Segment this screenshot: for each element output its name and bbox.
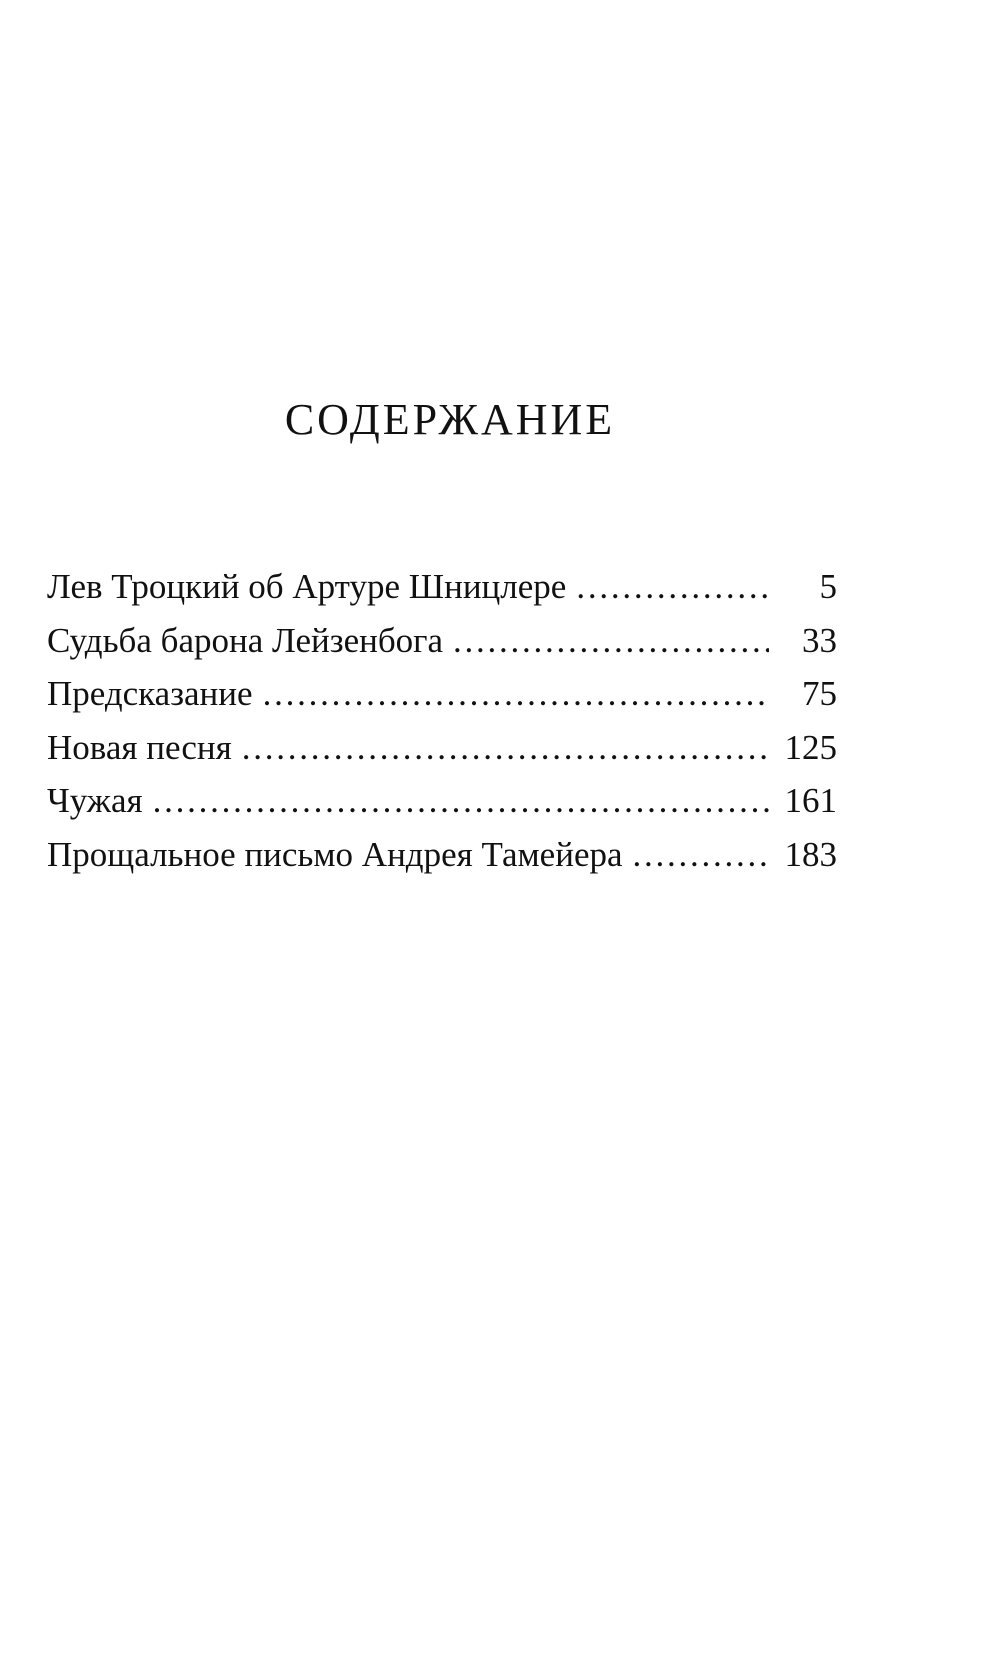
toc-entry-title: Лев Троцкий об Артуре Шницлере xyxy=(47,567,567,606)
toc-entry xyxy=(47,774,837,828)
toc-dot-leader xyxy=(453,614,769,668)
toc-entry-title: Чужая xyxy=(47,781,143,821)
toc-entry-page: 183 xyxy=(784,834,837,874)
toc-entry-title: Новая песня xyxy=(47,727,232,767)
toc-entry-page: 5 xyxy=(819,567,837,606)
toc-entry xyxy=(47,667,837,721)
toc-entry-title: Прощальное письмо Андрея Тамейера xyxy=(47,834,623,874)
toc-entry-page: 161 xyxy=(784,781,837,821)
toc-entry xyxy=(47,614,837,668)
toc-entry-page: 75 xyxy=(802,674,837,714)
toc-dot-leader xyxy=(263,667,769,721)
toc-list xyxy=(47,560,837,882)
toc-entry-page: 33 xyxy=(802,620,837,660)
toc-heading: СОДЕРЖАНИЕ xyxy=(284,395,616,444)
toc-entry-page: 125 xyxy=(784,727,837,767)
toc-dot-leader xyxy=(633,828,769,882)
toc-entry-title: Судьба барона Лейзенбога xyxy=(47,620,444,660)
toc-entry xyxy=(47,721,837,775)
toc-entry xyxy=(47,828,837,882)
toc-dot-leader xyxy=(242,721,769,775)
toc-dot-leader xyxy=(576,560,769,614)
toc-dot-leader xyxy=(153,774,769,828)
toc-entry xyxy=(47,560,837,614)
toc-entry-title: Предсказание xyxy=(47,674,253,714)
